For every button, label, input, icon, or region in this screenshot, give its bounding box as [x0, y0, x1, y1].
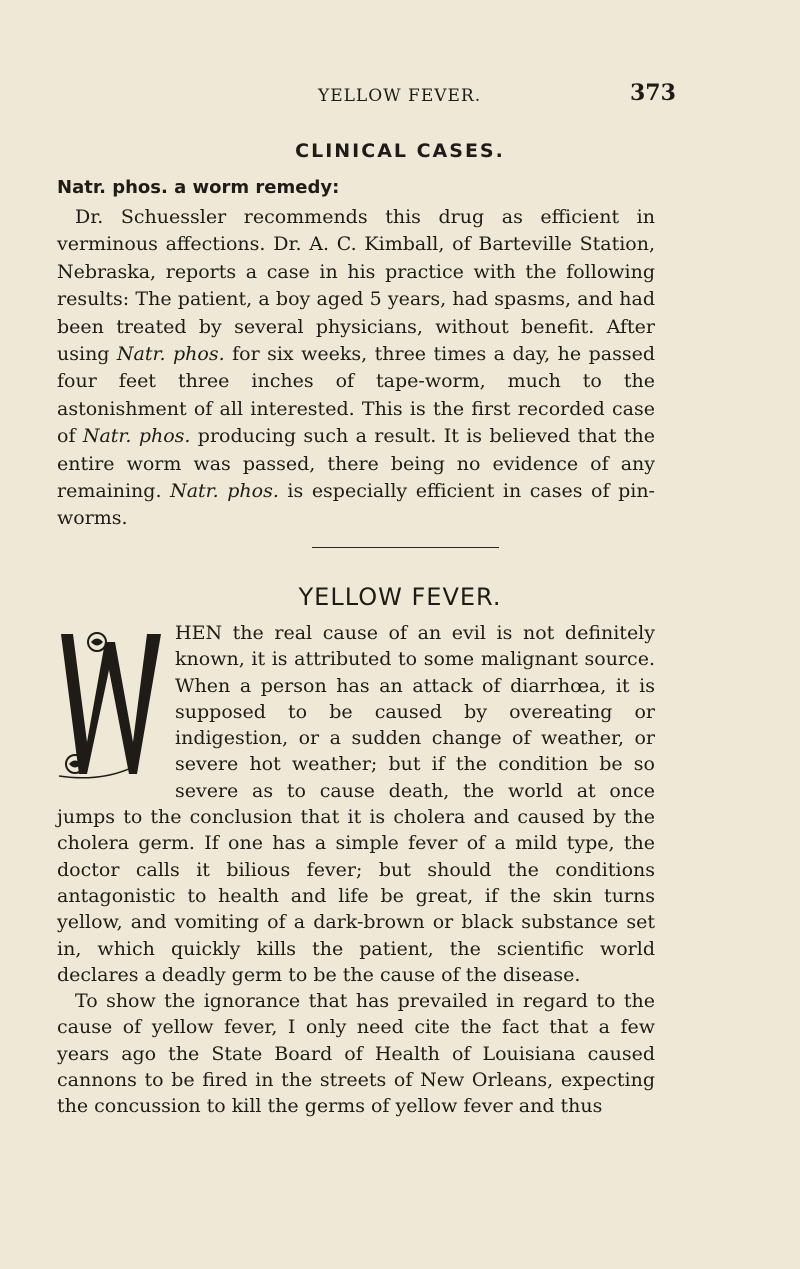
- text-run: is especially efficient in cases of pin-worms.: [57, 480, 655, 530]
- text-run: Dr. Schuessler recommends this drug as efficient in verminous affections. Dr. A. C. Kimball, of Barteville Station, Nebraska, reports a case in his practice with the following results: The patient, a boy aged 5 years, had spasms, and had been treated by several physicians, without benefit. After using: [57, 206, 655, 366]
- decorative-dropcap: [57, 624, 165, 782]
- section-heading: CLINICAL CASES.: [295, 140, 505, 162]
- section-divider: [312, 547, 499, 548]
- clinical-paragraph: [57, 204, 655, 533]
- drug-name: Natr. phos.: [170, 480, 279, 503]
- article-title: YELLOW FEVER.: [298, 583, 502, 611]
- page-number: 373: [630, 80, 676, 106]
- article-paragraph: HEN the real cause of an evil is not definitely known, it is attributed to some malignant source. When a person has an attack of diarrhœa, it is supposed to be caused by overeating or indigestion, or a sudden change of weather, or severe hot weather; but if the condition be so severe as to cause death, the world at once jumps to the conclusion that it is cholera and caused by the cholera germ. If one has a simple fever of a mild type, the doctor calls it bilious fever; but should the conditions antagonistic to health and life be great, if the skin turns yellow, and vomiting of a dark-brown or black substance set in, which quickly kills the patient, the scientific world declares a deadly germ to be the cause of the disease.: [57, 622, 655, 986]
- running-head: YELLOW FEVER.: [318, 86, 482, 106]
- dropcap-letter: W: [57, 624, 59, 625]
- text-run: for six weeks, three times a day, he passed four feet three inches of tape-worm, much to the astonishment of all interested. This is the first recorded case of: [57, 343, 655, 448]
- subheading: Natr. phos. a worm remedy:: [57, 177, 340, 198]
- text-run: producing such a result. It is believed that the entire worm was passed, there being no evidence of any remaining.: [57, 425, 655, 503]
- article-paragraph: To show the ignorance that has prevailed in regard to the cause of yellow fever, I only need cite the fact that a few years ago the State Board of Health of Louisiana caused cannons to be fired in the streets of New Orleans, expecting the concussion to kill the germs of yellow fever and thus: [57, 990, 655, 1118]
- article-body: [57, 620, 655, 1120]
- drug-name: Natr. phos.: [82, 425, 191, 448]
- drug-name: Natr. phos.: [116, 343, 225, 366]
